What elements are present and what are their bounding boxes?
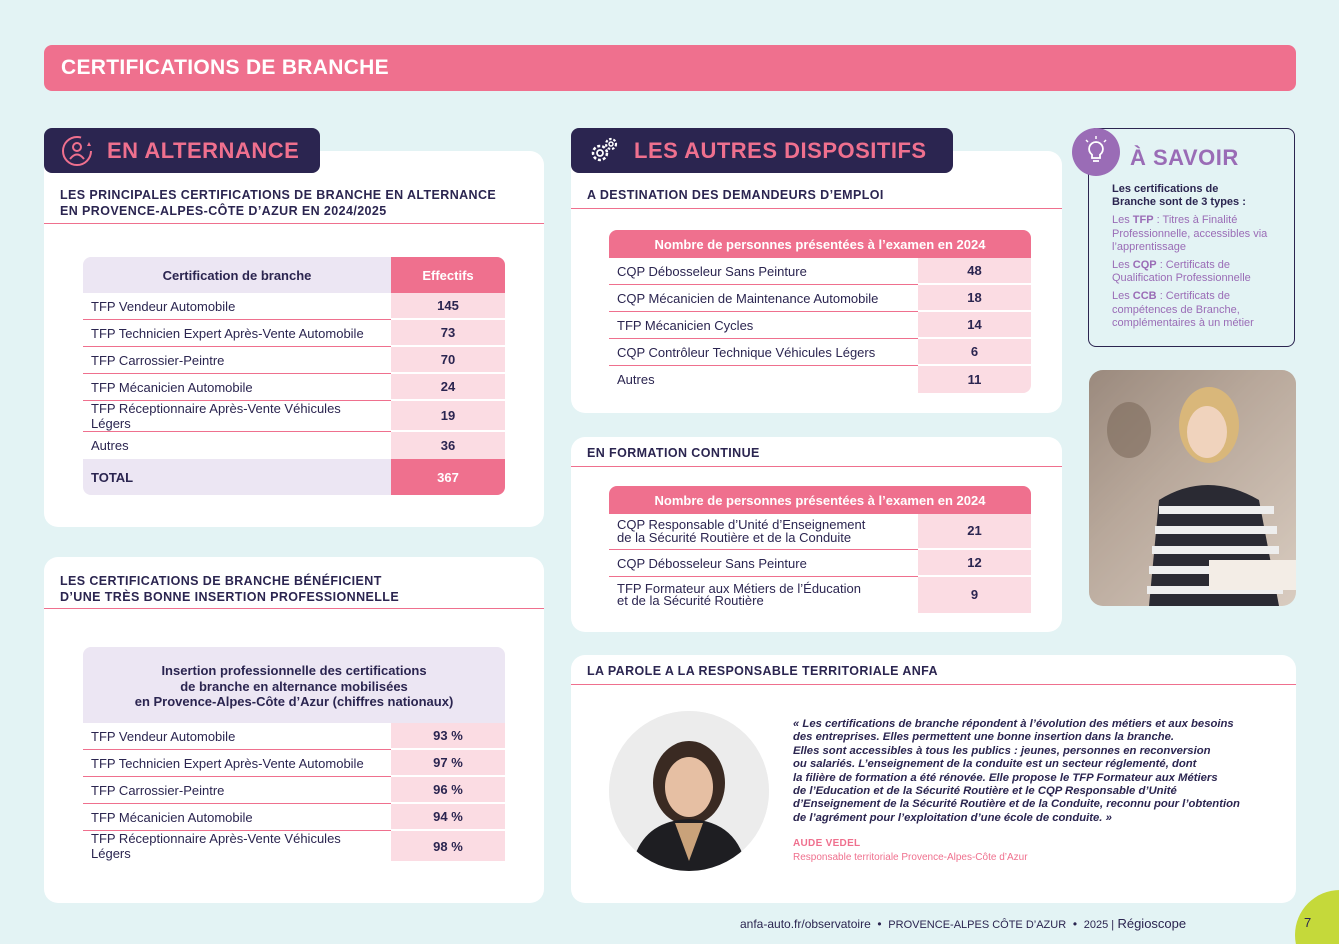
page-number: 7 (1304, 915, 1312, 930)
tag-autres-dispositifs (571, 128, 953, 173)
section-title-demandeurs: A DESTINATION DES DEMANDEURS D’EMPLOI (587, 188, 884, 202)
quote-text: « Les certifications de branche répondent à l’évolution des métiers et aux besoins des entreprises. Elles permettent une bonne insertion dans la branche. Elles sont accessibles à tous les publics : jeunes, personnes en reconversion ou salariés. L’enseignement de la conduite est un secteur réglementé, dont la filière de formation a été rénovée. Elle propose le TFP Formateur aux Métiers de l’Education et de la Sécurité Routière et le CQP Responsable d’Unité d’Enseignement de la Sécurité Routière et de la Conduite, reconnu pour l’obtention de l’agrément pour l’exploitation d’une école de conduite. » (793, 718, 1240, 824)
table-row: TFP Mécanicien Automobile 94 % (83, 804, 505, 831)
student-photo (1089, 370, 1296, 606)
table-insertion-header: Insertion professionnelle des certifications de branche en alternance mobilisées en Provence-Alpes-Côte d’Azur (chiffres nationaux) (83, 647, 505, 723)
table-row: CQP Responsable d’Unité d’Enseignement de la Sécurité Routière et de la Conduite 21 (609, 514, 1031, 550)
section-title-insertion: LES CERTIFICATIONS DE BRANCHE BÉNÉFICIENT D’UNE TRÈS BONNE INSERTION PROFESSIONNELLE (60, 574, 400, 604)
table-principales-certifications (83, 257, 505, 495)
table-row: TFP Réceptionnaire Après-Vente Véhicules Légers 19 (83, 401, 505, 432)
page-banner (44, 45, 1296, 91)
table-row: TFP Vendeur Automobile 145 (83, 293, 505, 320)
table-row: TFP Réceptionnaire Après-Vente Véhicules Légers 98 % (83, 831, 505, 861)
table-row: TFP Formateur aux Métiers de l’Éducation et de la Sécurité Routière 9 (609, 577, 1031, 613)
column-header: Certification de branche (83, 257, 391, 293)
quote-author-role: Responsable territoriale Provence-Alpes-Côte d’Azur (793, 852, 1028, 863)
tag-label: EN ALTERNANCE (107, 137, 300, 163)
column-header: Effectifs (391, 257, 505, 293)
banner-title: CERTIFICATIONS DE BRANCHE (61, 56, 389, 79)
tag-label: LES AUTRES DISPOSITIFS (634, 137, 927, 163)
avatar (609, 711, 769, 871)
lightbulb-icon (1072, 128, 1120, 176)
a-savoir-text: Les certifications de Branche sont de 3 types : Les TFP : Titres à Finalité Professionnelle, accessibles via l’apprentissage Les CQP : Certificats de Qualification Professionnelle Les CCB : Certificats de compétences de Branche, complémentaires à un métier (1112, 183, 1288, 335)
divider (44, 223, 544, 224)
table-insertion (83, 723, 505, 861)
table-formation-continue (609, 486, 1031, 613)
page-number-bubble (1295, 890, 1339, 944)
table-row: TFP Carrossier-Peintre 96 % (83, 777, 505, 804)
gears-icon (587, 134, 621, 168)
table-row: TFP Technicien Expert Après-Vente Automobile 73 (83, 320, 505, 347)
table-row: CQP Débosseleur Sans Peinture 48 (609, 258, 1031, 285)
list-item: Les CCB : Certificats de compétences de Branche, complémentaires à un métier (1112, 290, 1254, 329)
table-row: CQP Mécanicien de Maintenance Automobile 18 (609, 285, 1031, 312)
divider (44, 608, 544, 609)
table-total-row: TOTAL 367 (83, 459, 505, 495)
table-row: CQP Contrôleur Technique Véhicules Légers 6 (609, 339, 1031, 366)
divider (571, 466, 1062, 467)
table-row: CQP Débosseleur Sans Peinture 12 (609, 550, 1031, 577)
footer-link[interactable]: anfa-auto.fr/observatoire (740, 917, 871, 931)
table-row: Autres 36 (83, 432, 505, 459)
a-savoir-title: À SAVOIR (1130, 145, 1239, 170)
quote-author: AUDE VEDEL (793, 838, 861, 849)
tag-en-alternance (44, 128, 320, 173)
footer: anfa-auto.fr/observatoire • PROVENCE-ALPES CÔTE D’AZUR • 2025 | Régioscope (740, 916, 1187, 931)
section-title-parole: LA PAROLE A LA RESPONSABLE TERRITORIALE ANFA (587, 664, 938, 678)
section-title-principales: LES PRINCIPALES CERTIFICATIONS DE BRANCHE EN ALTERNANCE EN PROVENCE-ALPES-CÔTE D’AZUR EN 2024/2025 (60, 188, 497, 218)
brand-logo: Régioscope (1117, 916, 1187, 931)
table-header: Nombre de personnes présentées à l’examen en 2024 (609, 230, 1031, 258)
divider (571, 684, 1296, 685)
list-item: Les CQP : Certificats de Qualification Professionnelle (1112, 259, 1251, 285)
table-demandeurs (609, 230, 1031, 393)
section-title-continue: EN FORMATION CONTINUE (587, 446, 760, 460)
table-row: TFP Technicien Expert Après-Vente Automobile 97 % (83, 750, 505, 777)
table-row: TFP Carrossier-Peintre 70 (83, 347, 505, 374)
person-cycle-icon (60, 134, 94, 168)
table-row: TFP Vendeur Automobile 93 % (83, 723, 505, 750)
table-row: Autres 11 (609, 366, 1031, 393)
table-row: TFP Mécanicien Automobile 24 (83, 374, 505, 401)
divider (571, 208, 1062, 209)
table-header: Nombre de personnes présentées à l’examen en 2024 (609, 486, 1031, 514)
list-item: Les TFP : Titres à Finalité Professionnelle, accessibles via l’apprentissage (1112, 214, 1268, 253)
table-row: TFP Mécanicien Cycles 14 (609, 312, 1031, 339)
